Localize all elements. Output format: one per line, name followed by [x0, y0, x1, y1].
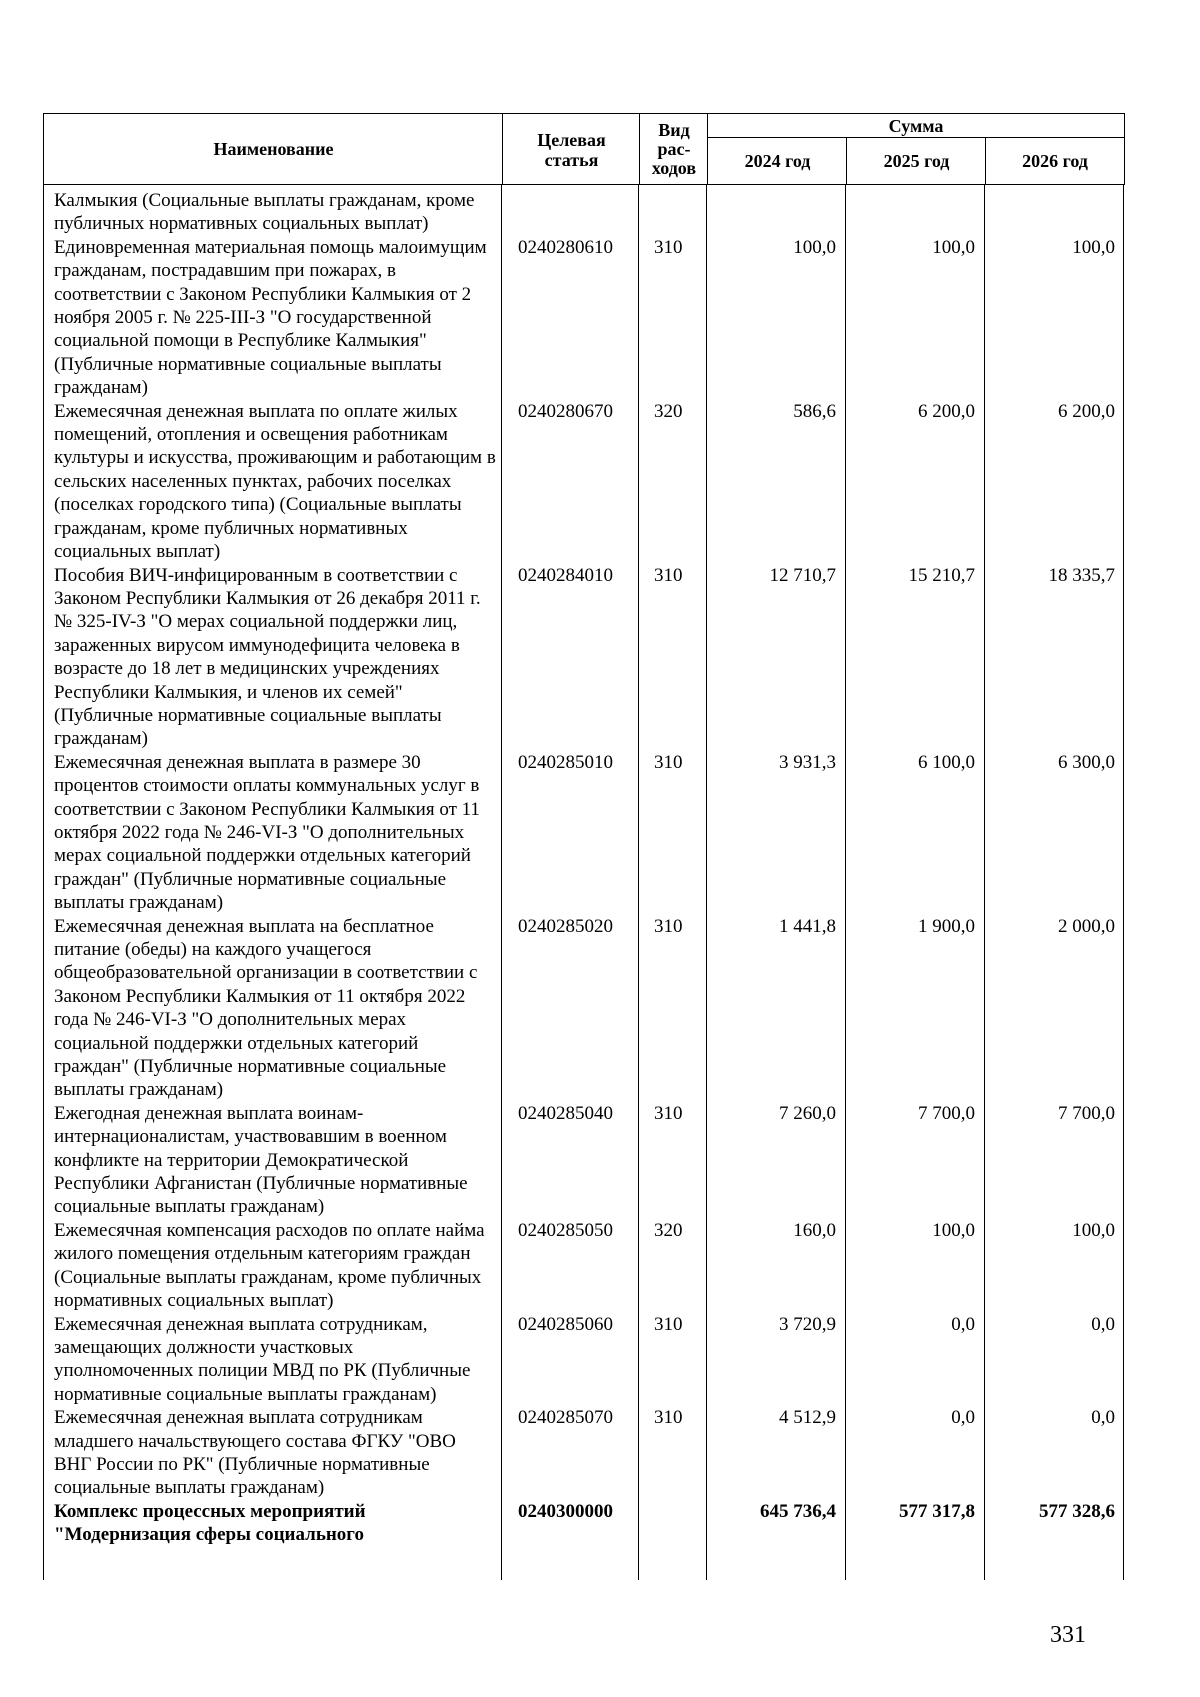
row-2026: 100,0 — [1072, 1219, 1115, 1241]
row-2025: 577 317,8 — [899, 1500, 975, 1522]
row-2025: 100,0 — [932, 236, 975, 258]
row-2026: 7 700,0 — [1058, 1102, 1115, 1124]
row-2025: 0,0 — [951, 1407, 975, 1429]
row-code: 0240285070 — [518, 1407, 613, 1429]
row-code: 0240280610 — [518, 236, 613, 258]
row-kind: 320 — [654, 1219, 683, 1241]
row-name: Калмыкия (Социальные выплаты гражданам, кроме публичных нормативных социальных выплат) — [54, 190, 475, 235]
row-2025: 15 210,7 — [908, 564, 975, 586]
header-code — [503, 122, 640, 178]
table-row — [43, 564, 1125, 751]
row-2025: 0,0 — [951, 1313, 975, 1335]
header-code-line1: Целевая — [537, 130, 606, 150]
row-2026: 2 000,0 — [1058, 915, 1115, 937]
row-2024: 160,0 — [793, 1219, 836, 1241]
table-row — [43, 1313, 1125, 1407]
row-2025: 100,0 — [932, 1219, 975, 1241]
row-kind: 310 — [654, 915, 683, 937]
page-number: 331 — [1050, 1622, 1086, 1648]
row-kind: 310 — [654, 564, 683, 586]
header-kind-line2: рас- — [657, 138, 691, 159]
header-kind-line1: Вид — [658, 119, 690, 140]
table-row — [43, 189, 1125, 236]
row-name: Ежемесячная денежная выплата в размере 30 процентов стоимости оплаты коммунальных услуг в соответствии с Законом Республики Калмыкия от 11 октября 2022 года № 246-VI-З "О дополнительных мерах социальной поддержки отдельных категорий граждан" (Публичные нормативные социальные выплаты гражданам) — [54, 751, 480, 914]
row-2024: 12 710,7 — [769, 564, 836, 586]
row-2026 — [985, 189, 1125, 236]
header-2024: 2024 год — [744, 151, 811, 171]
row-kind: 310 — [654, 1313, 683, 1335]
row-2024: 645 736,4 — [760, 1500, 836, 1522]
row-2026: 6 200,0 — [1058, 400, 1115, 422]
header-2025: 2025 год — [883, 151, 950, 171]
row-name: Ежемесячная денежная выплата по оплате жилых помещений, отопления и освещения работникам культуры и искусства, проживающим и работающим в сельских населенных пунктах, рабочих поселках (поселках городского типа) (Социальные выплаты гражданам, кроме публичных нормативных социальных выплат) — [54, 400, 496, 563]
row-2024: 1 441,8 — [779, 915, 836, 937]
row-2025: 6 200,0 — [918, 400, 975, 422]
row-2026: 577 328,6 — [1039, 1500, 1115, 1522]
row-name: Ежемесячная денежная выплата на бесплатное питание (обеды) на каждого учащегося общеобразовательной организации в соответствии с Законом Республики Калмыкия от 11 октября 2022 года № 246-VI-З "О дополнительных мерах социальной поддержки отдельных категорий граждан" (Публичные нормативные социальные выплаты гражданам) — [54, 915, 478, 1101]
row-name: Единовременная материальная помощь малоимущим гражданам, пострадавшим при пожарах, в соответствии с Законом Республики Калмыкия от 2 ноября 2005 г. № 225-III-З "О государственной социальной помощи в Республике Калмыкия" (Публичные нормативные социальные выплаты гражданам) — [54, 236, 487, 399]
row-2026: 6 300,0 — [1058, 751, 1115, 773]
table-row — [43, 236, 1125, 400]
header-code-line2: статья — [544, 150, 599, 170]
table-row — [43, 1219, 1125, 1313]
row-name: Ежемесячная денежная выплата сотрудникам младшего начальствующего состава ФГКУ "ОВО ВНГ России по РК" (Публичные нормативные социальные выплаты гражданам) — [54, 1407, 456, 1499]
row-code: 0240285050 — [518, 1219, 613, 1241]
row-code: 0240300000 — [518, 1500, 613, 1522]
header-sum: Сумма — [888, 116, 944, 136]
row-name: Ежегодная денежная выплата воинам-интернационалистам, участвовавшим в военном конфликте на территории Демократической Республики Афганистан (Публичные нормативные социальные выплаты гражданам) — [54, 1102, 468, 1218]
table-row — [43, 751, 1125, 915]
row-2024: 7 260,0 — [779, 1102, 836, 1124]
header-kind — [640, 114, 708, 184]
table-row — [43, 1500, 1125, 1547]
row-kind: 310 — [654, 1407, 683, 1429]
row-code: 0240285060 — [518, 1313, 613, 1335]
header-kind-line3: ходов — [651, 157, 697, 178]
row-name: Ежемесячная компенсация расходов по оплате найма жилого помещения отдельным категориям граждан (Социальные выплаты гражданам, кроме публичных нормативных социальных выплат) — [54, 1219, 485, 1312]
row-code — [502, 189, 639, 236]
table-row — [43, 400, 1125, 564]
table-body — [43, 189, 1125, 1547]
row-kind: 310 — [654, 751, 683, 773]
row-2025: 7 700,0 — [918, 1102, 975, 1124]
row-2024: 4 512,9 — [779, 1407, 836, 1429]
row-code: 0240285040 — [518, 1102, 613, 1124]
row-kind: 310 — [654, 236, 683, 258]
row-kind: 310 — [654, 1102, 683, 1124]
row-2026: 18 335,7 — [1048, 564, 1115, 586]
table-row — [43, 1102, 1125, 1219]
row-name: Пособия ВИЧ-инфицированным в соответствии с Законом Республики Калмыкия от 26 декабря 2011 г. № 325-IV-З "О мерах социальной поддержки лиц, зараженных вирусом иммунодефицита человека в возрасте до 18 лет в медицинских учреждениях Республики Калмыкия, и членов их семей" (Публичные нормативные социальные выплаты гражданам) — [54, 564, 481, 750]
row-code: 0240285010 — [518, 751, 613, 773]
row-2026: 0,0 — [1091, 1407, 1115, 1429]
row-kind — [639, 1500, 707, 1547]
row-2024: 586,6 — [793, 400, 836, 422]
row-name: Комплекс процессных мероприятий "Модернизация сферы социального — [54, 1500, 366, 1546]
row-2025 — [846, 189, 985, 236]
row-2026: 0,0 — [1091, 1313, 1115, 1335]
row-2025: 6 100,0 — [918, 751, 975, 773]
row-2024 — [707, 189, 846, 236]
row-kind — [639, 189, 707, 236]
row-2024: 3 931,3 — [779, 751, 836, 773]
row-kind: 320 — [654, 400, 683, 422]
header-2026: 2026 год — [1022, 151, 1088, 171]
row-2024: 3 720,9 — [779, 1313, 836, 1335]
table-row — [43, 915, 1125, 1102]
row-2024: 100,0 — [793, 236, 836, 258]
table-header — [43, 113, 1125, 185]
header-name: Наименование — [213, 139, 334, 159]
row-code: 0240285020 — [518, 915, 613, 937]
row-2026: 100,0 — [1072, 236, 1115, 258]
row-name: Ежемесячная денежная выплата сотрудникам, замещающих должности участковых уполномоченных полиции МВД по РК (Публичные нормативные социальные выплаты гражданам) — [54, 1313, 471, 1405]
table-row — [43, 1406, 1125, 1500]
row-2025: 1 900,0 — [918, 915, 975, 937]
row-code: 0240280670 — [518, 400, 613, 422]
row-code: 0240284010 — [518, 564, 613, 586]
